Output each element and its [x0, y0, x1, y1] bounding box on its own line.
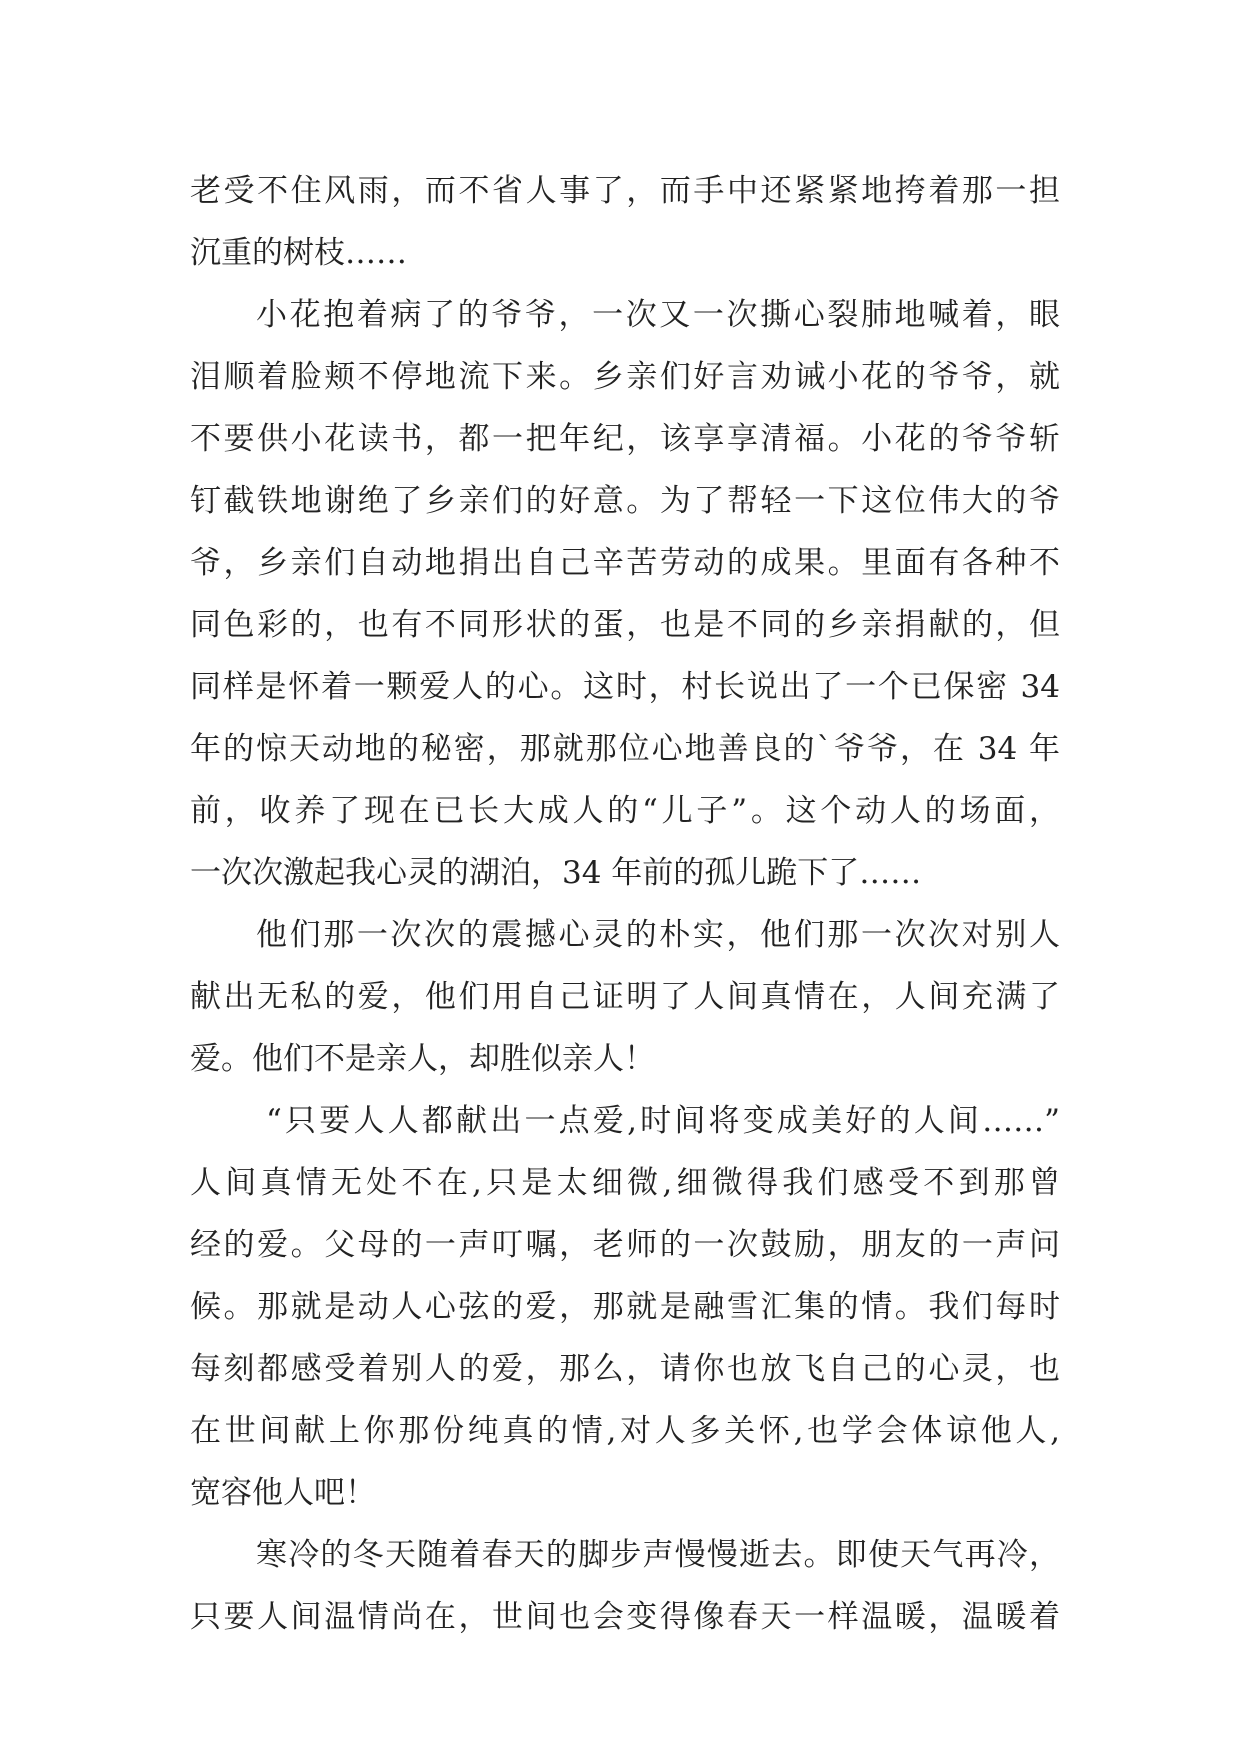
text-line: 每刻都感受着别人的爱，那么，请你也放飞自己的心灵，也 — [190, 1351, 1060, 1387]
paragraph-1 — [190, 160, 1060, 284]
text-line: 献出无私的爱，他们用自己证明了人间真情在，人间充满了 — [190, 979, 1060, 1015]
paragraph-3 — [190, 904, 1060, 1090]
text-line: 年的惊天动地的秘密，那就那位心地善良的`爷爷，在 34 年 — [190, 731, 1060, 767]
body-text — [190, 160, 1060, 1648]
text-line: 老受不住风雨，而不省人事了，而手中还紧紧地挎着那一担 — [190, 173, 1060, 209]
text-line: 一次次激起我心灵的湖泊，34 年前的孤儿跪下了…… — [190, 855, 922, 891]
text-line: “只要人人都献出一点爱,时间将变成美好的人间……” — [266, 1103, 1060, 1139]
text-line: 爷，乡亲们自动地捐出自己辛苦劳动的成果。里面有各种不 — [190, 545, 1060, 581]
text-line: 沉重的树枝…… — [190, 235, 407, 271]
text-line: 不要供小花读书，都一把年纪，该享享清福。小花的爷爷斩 — [190, 421, 1060, 457]
text-line: 寒冷的冬天随着春天的脚步声慢慢逝去。即使天气再冷， — [256, 1537, 1060, 1573]
text-line: 人间真情无处不在,只是太细微,细微得我们感受不到那曾 — [190, 1165, 1060, 1201]
text-line: 他们那一次次的震撼心灵的朴实，他们那一次次对别人 — [256, 917, 1060, 953]
text-line: 只要人间温情尚在，世间也会变得像春天一样温暖，温暖着 — [190, 1599, 1060, 1635]
paragraph-4 — [190, 1090, 1060, 1524]
text-line: 候。那就是动人心弦的爱，那就是融雪汇集的情。我们每时 — [190, 1289, 1060, 1325]
text-line: 前，收养了现在已长大成人的“儿子”。这个动人的场面， — [190, 793, 1060, 829]
text-line: 同色彩的，也有不同形状的蛋，也是不同的乡亲捐献的，但 — [190, 607, 1060, 643]
text-line: 经的爱。父母的一声叮嘱，老师的一次鼓励，朋友的一声问 — [190, 1227, 1060, 1263]
text-line: 在世间献上你那份纯真的情,对人多关怀,也学会体谅他人, — [190, 1413, 1060, 1449]
text-line: 小花抱着病了的爷爷，一次又一次撕心裂肺地喊着，眼 — [256, 297, 1060, 333]
text-line: 泪顺着脸颊不停地流下来。乡亲们好言劝诫小花的爷爷，就 — [190, 359, 1060, 395]
text-line: 钉截铁地谢绝了乡亲们的好意。为了帮轻一下这位伟大的爷 — [190, 483, 1060, 519]
paragraph-5 — [190, 1524, 1060, 1648]
text-line: 宽容他人吧！ — [190, 1475, 376, 1511]
text-line: 爱。他们不是亲人，却胜似亲人！ — [190, 1041, 655, 1077]
text-line: 同样是怀着一颗爱人的心。这时，村长说出了一个已保密 34 — [190, 669, 1060, 705]
paragraph-2 — [190, 284, 1060, 904]
